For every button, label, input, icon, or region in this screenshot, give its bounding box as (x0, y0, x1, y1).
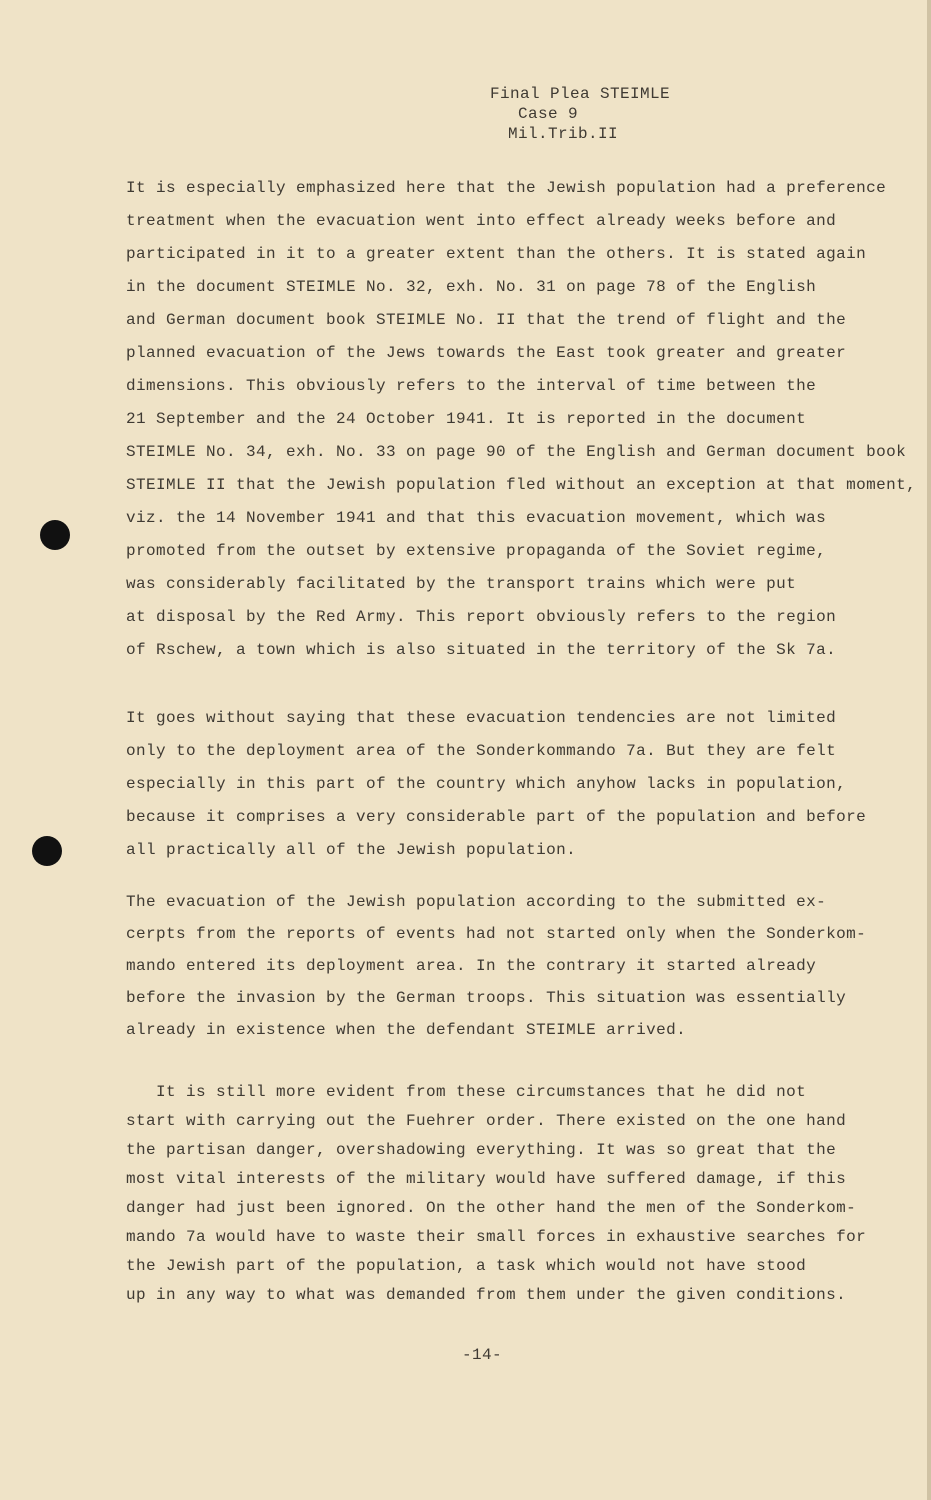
text-line: mando 7a would have to waste their small forces in exhaustive searches for (126, 1228, 867, 1246)
text-line: start with carrying out the Fuehrer order. There existed on the one hand (126, 1112, 847, 1130)
text-line: all practically all of the Jewish population. (126, 841, 577, 859)
text-line: danger had just been ignored. On the other hand the men of the Sonderkom- (126, 1199, 857, 1217)
text-line: the Jewish part of the population, a task which would not have stood (126, 1257, 807, 1275)
text-line: of Rschew, a town which is also situated in the territory of the Sk 7a. (126, 641, 837, 659)
text-line: especially in this part of the country which anyhow lacks in population, (126, 775, 847, 793)
text-line: before the invasion by the German troops. This situation was essentially (126, 989, 847, 1007)
text-line: It goes without saying that these evacuation tendencies are not limited (126, 709, 837, 727)
punch-hole-upper (40, 520, 70, 550)
text-line: STEIMLE II that the Jewish population fled without an exception at that moment, (126, 476, 917, 494)
text-line: It is still more evident from these circumstances that he did not (126, 1083, 807, 1101)
paragraph-3 (126, 886, 886, 1046)
text-line: 21 September and the 24 October 1941. It is reported in the document (126, 410, 807, 428)
text-line: cerpts from the reports of events had not started only when the Sonderkom- (126, 925, 867, 943)
text-line: participated in it to a greater extent than the others. It is stated again (126, 245, 867, 263)
text-line: at disposal by the Red Army. This report obviously refers to the region (126, 608, 837, 626)
document-header (470, 84, 690, 144)
text-line: treatment when the evacuation went into effect already weeks before and (126, 212, 837, 230)
text-line: The evacuation of the Jewish population according to the submitted ex- (126, 893, 827, 911)
text-line: planned evacuation of the Jews towards the East took greater and greater (126, 344, 847, 362)
page-edge (927, 0, 931, 1500)
page-number: -14- (462, 1346, 503, 1364)
text-line: It is especially emphasized here that the Jewish population had a preference (126, 179, 887, 197)
text-line: up in any way to what was demanded from them under the given conditions. (126, 1286, 847, 1304)
text-line: only to the deployment area of the Sonderkommando 7a. But they are felt (126, 742, 837, 760)
text-line: in the document STEIMLE No. 32, exh. No. 31 on page 78 of the English (126, 278, 817, 296)
header-title: Final Plea STEIMLE (490, 85, 671, 103)
paragraph-2 (126, 702, 886, 867)
text-line: STEIMLE No. 34, exh. No. 33 on page 90 of the English and German document book (126, 443, 907, 461)
punch-hole-lower (32, 836, 62, 866)
paragraph-4 (126, 1078, 886, 1310)
text-line: the partisan danger, overshadowing everything. It was so great that the (126, 1141, 837, 1159)
header-case: Case 9 (518, 105, 579, 123)
header-tribunal: Mil.Trib.II (508, 125, 619, 143)
text-line: was considerably facilitated by the transport trains which were put (126, 575, 797, 593)
text-line: viz. the 14 November 1941 and that this evacuation movement, which was (126, 509, 827, 527)
text-line: and German document book STEIMLE No. II that the trend of flight and the (126, 311, 847, 329)
text-line: promoted from the outset by extensive propaganda of the Soviet regime, (126, 542, 827, 560)
text-line: because it comprises a very considerable part of the population and before (126, 808, 867, 826)
paragraph-1 (126, 172, 917, 667)
text-line: mando entered its deployment area. In the contrary it started already (126, 957, 817, 975)
text-line: most vital interests of the military would have suffered damage, if this (126, 1170, 847, 1188)
text-line: already in existence when the defendant STEIMLE arrived. (126, 1021, 687, 1039)
text-line: dimensions. This obviously refers to the interval of time between the (126, 377, 817, 395)
